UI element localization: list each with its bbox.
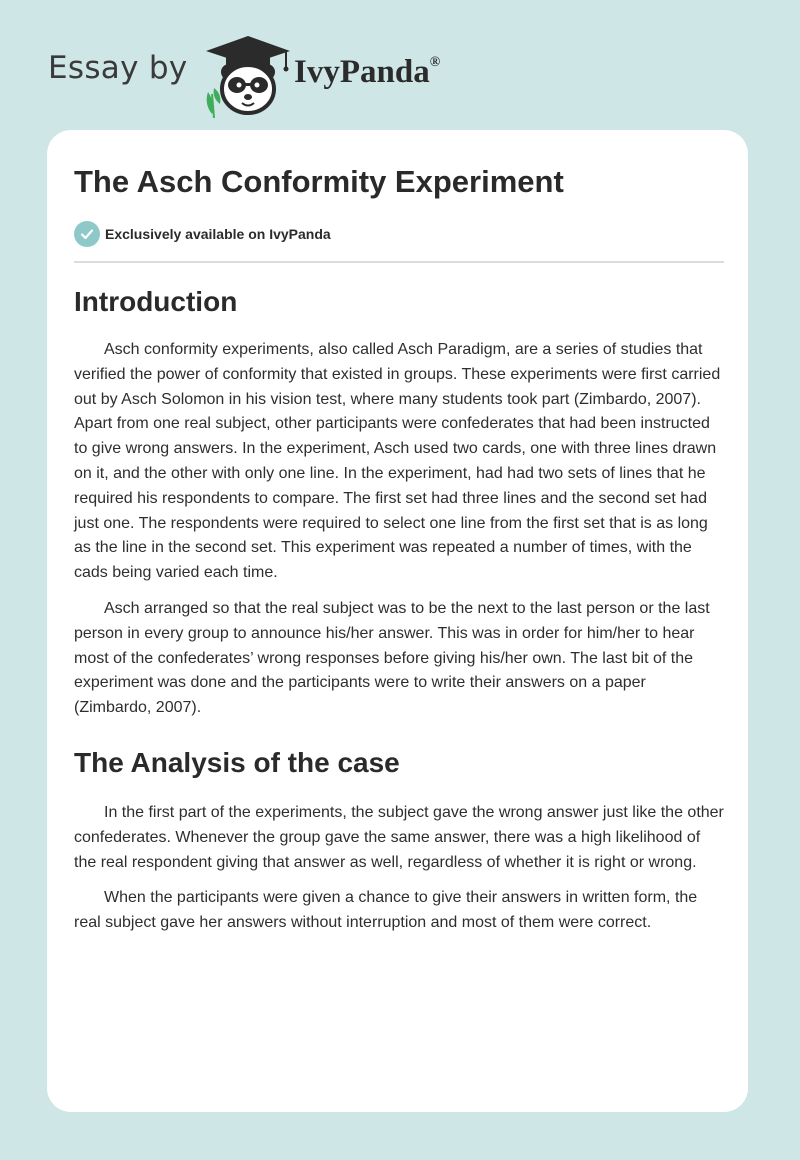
section-heading-analysis: The Analysis of the case	[74, 746, 400, 778]
paragraph: Asch arranged so that the real subject was to be the next to the last person or the last person in every group to announce his/her answer. This was in order for him/her to hear most of the confederates’ wrong responses before giving his/her own. The last bit of the experiment was done and the participants were to write their answers on a paper (Zimbardo, 2007).	[74, 599, 710, 717]
page-title: The Asch Conformity Experiment	[74, 164, 564, 199]
panda-graduate-icon[interactable]	[202, 34, 294, 118]
section-heading-introduction: Introduction	[74, 286, 238, 317]
essay-body	[74, 278, 724, 947]
title-divider	[74, 261, 724, 263]
paragraph: In the first part of the experiments, the subject gave the wrong answer just like the other confederates. Whenever the group gave the same answer, there was a high likelihood of the real respondent giving that answer as well, regardless of whether it is right or wrong.	[74, 803, 724, 871]
exclusive-badge	[74, 220, 331, 248]
site-header	[48, 28, 748, 118]
brand-text: IvyPanda	[294, 54, 430, 90]
registered-mark: ®	[429, 55, 441, 70]
check-circle-icon	[74, 221, 100, 247]
paragraph: When the participants were given a chance to give their answers in written form, the real subject gave her answers without interruption and most of them were correct.	[74, 889, 698, 932]
paragraph: Asch conformity experiments, also called Asch Paradigm, are a series of studies that verified the power of conformity that existed in groups. These experiments were first carried out by Asch Solomon in his vision test, where many students took part (Zimbardo, 2007). Apart from one real subject, other participants were confederates that had been instructed to give wrong answers. In the experiment, Asch used two cards, one with three lines drawn on it, and the other with only one line. In the experiment, had had two sets of lines that he required his respondents to compare. The first set had three lines and the second set had just one. The respondents were required to select one line from the first set that is as long as the line in the second set. This experiment was repeated a number of times, with the cads being varied each time.	[74, 341, 721, 582]
badge-label: Exclusively available on IvyPanda	[105, 226, 331, 242]
essay-card	[47, 130, 748, 1112]
brand-name[interactable]	[294, 54, 440, 91]
essay-by-label: Essay by	[48, 50, 188, 86]
